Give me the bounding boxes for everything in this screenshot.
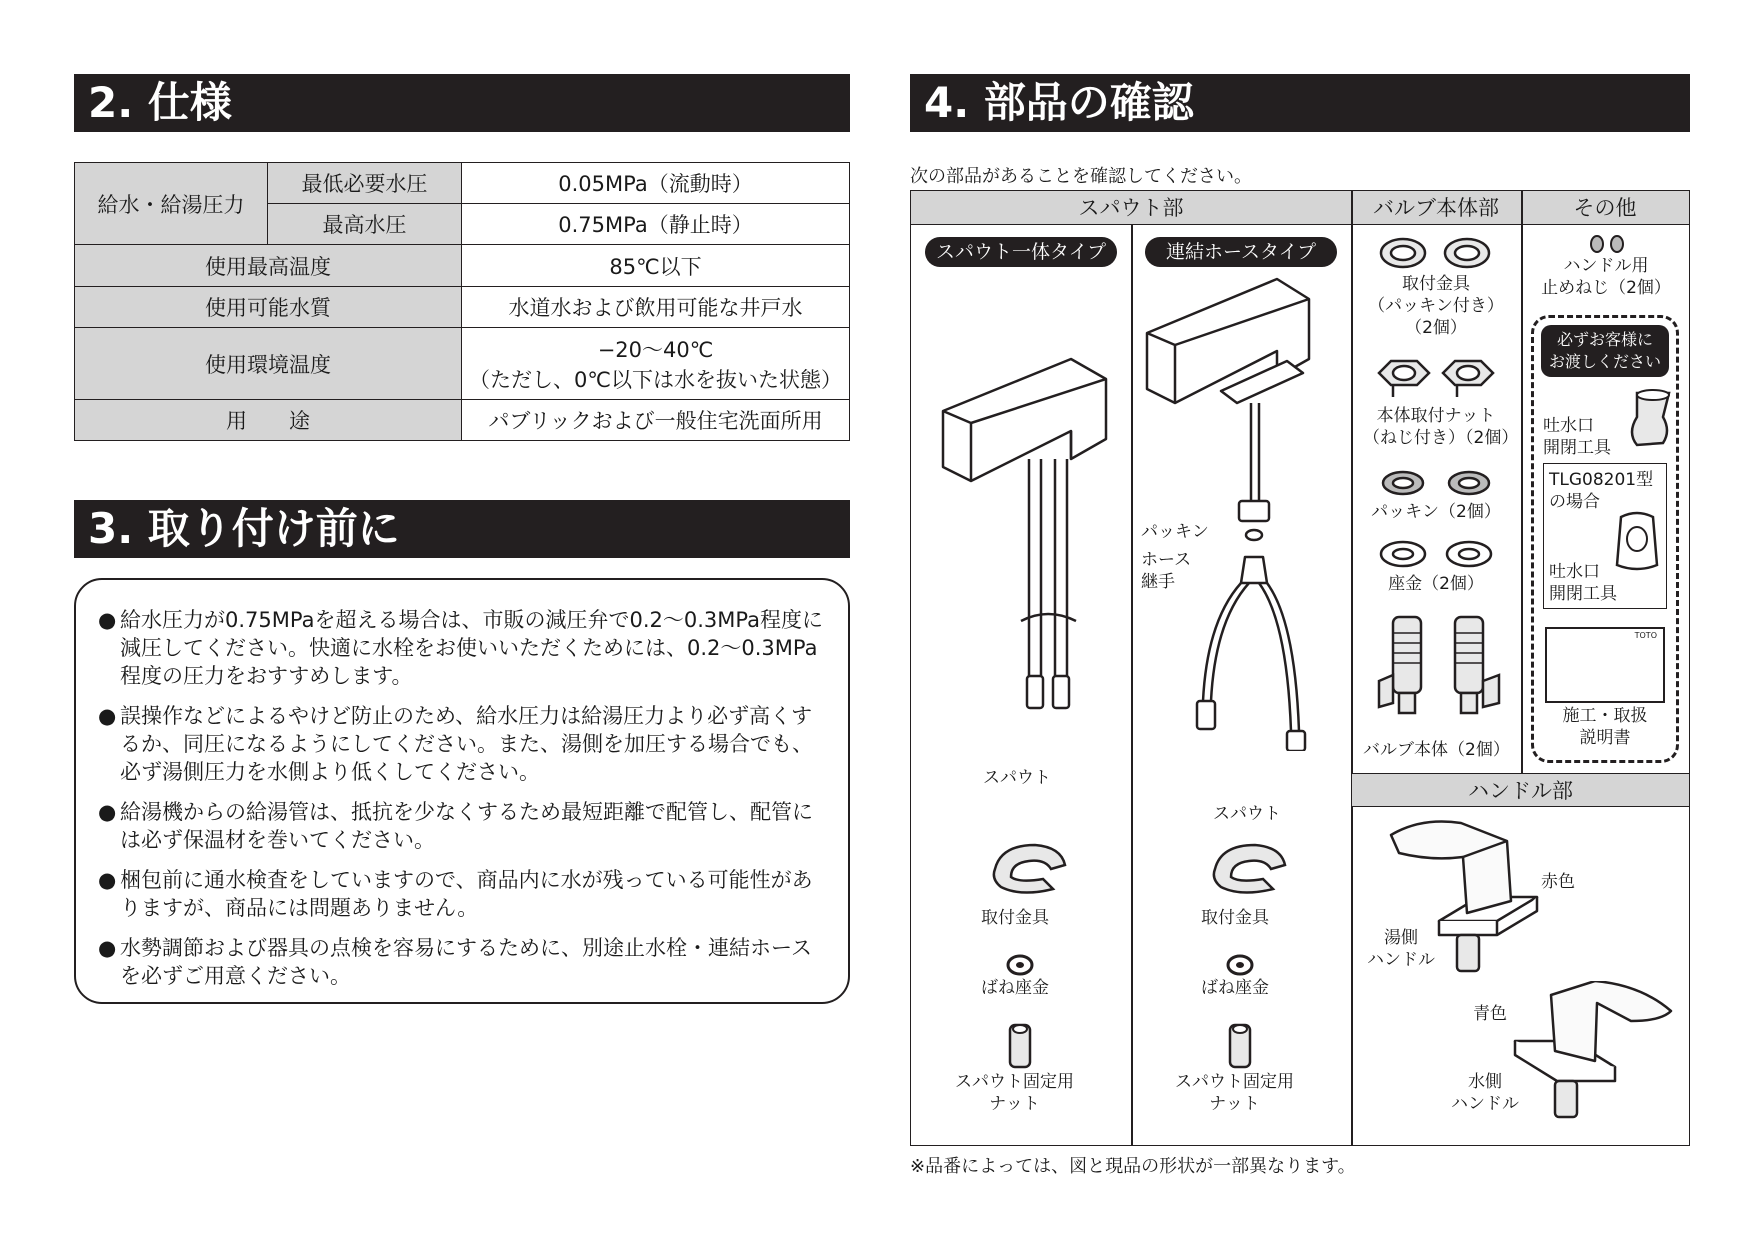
spout-nut-label <box>955 1071 1074 1115</box>
blue-label: 青色 <box>1473 1004 1507 1024</box>
tlg-outlet-tool-label <box>1549 561 1617 605</box>
valve-mount-label-2: （パッキン付き） <box>1368 296 1504 316</box>
hot-handle-label-1: 湯側 <box>1384 928 1418 948</box>
cold-handle-label <box>1451 1071 1519 1115</box>
note-text: 給湯機からの給湯管は、抵抗を少なくするため最短距離で配管し、配管には必ず保温材を巻いてください。 <box>120 800 813 852</box>
valve-mount-label-1: 取付金具 <box>1402 274 1470 294</box>
hose-joint-label-2: 継手 <box>1141 572 1175 592</box>
min-pressure-label: 最低必要水圧 <box>268 163 462 204</box>
spout-nut-label-2: ナット <box>989 1094 1040 1114</box>
manual-brand: TOTO <box>1634 631 1657 640</box>
cold-handle-illustration <box>1511 981 1681 1131</box>
note-item <box>98 702 828 786</box>
mount-bracket-icon <box>981 839 1071 899</box>
customer-note-1: 必ずお客様に <box>1556 330 1653 349</box>
customer-note-2: お渡しください <box>1548 352 1661 371</box>
spout-label: スパウト <box>1213 804 1281 824</box>
hose-type-pill: 連結ホースタイプ <box>1145 237 1337 267</box>
packing-icon <box>1377 469 1497 497</box>
note-text: 誤操作などによるやけど防止のため、給水圧力は給湯圧力より必ず高くするか、同圧になるようにしてください。また、湯側を加圧する場合でも、必ず湯側圧力を水側より低くしてください。 <box>120 704 813 784</box>
divider <box>1351 191 1353 1145</box>
hot-handle-label <box>1367 927 1435 971</box>
note-item <box>98 934 828 990</box>
bullet: ● <box>98 704 117 728</box>
handle-screw-icon <box>1587 233 1627 255</box>
tlg-label-2: の場合 <box>1549 492 1600 512</box>
mount-bracket-label: 取付金具 <box>981 908 1049 928</box>
customer-note <box>1541 325 1669 377</box>
spout-header: スパウト部 <box>911 191 1351 225</box>
spout-label: スパウト <box>983 768 1051 788</box>
handle-header: ハンドル部 <box>1352 773 1689 807</box>
hot-handle-label-2: ハンドル <box>1367 950 1435 970</box>
handle-screw-label-1: ハンドル用 <box>1563 256 1649 276</box>
bullet: ● <box>98 800 117 824</box>
valve-mount-icon <box>1377 235 1497 271</box>
note-item <box>98 866 828 922</box>
outlet-tool-label-1: 吐水口 <box>1543 416 1594 436</box>
max-temp-label: 使用最高温度 <box>75 245 462 287</box>
parts-intro: 次の部品があることを確認してください。 <box>910 166 1252 187</box>
usage-label: 用 途 <box>75 400 462 441</box>
spec-table <box>74 162 850 441</box>
spout-integrated-illustration <box>931 331 1121 771</box>
washer-icon <box>1377 539 1497 569</box>
bullet: ● <box>98 608 117 632</box>
manual-label <box>1545 705 1665 749</box>
manual-label-2: 説明書 <box>1579 728 1631 748</box>
spout-nut-label-2: ナット <box>1209 1094 1260 1114</box>
note-item <box>98 606 828 690</box>
outlet-tool-icon <box>1623 387 1677 451</box>
parts-heading: 4. 部品の確認 <box>910 74 1690 132</box>
before-install-notes <box>74 578 850 1004</box>
env-temp-label: 使用環境温度 <box>75 328 462 400</box>
body-nut-label-1: 本体取付ナット <box>1376 406 1496 426</box>
hose-joint-label <box>1141 549 1191 593</box>
spout-nut-label <box>1175 1071 1294 1115</box>
packing-2-label: パッキン（2個） <box>1371 502 1501 522</box>
manual-label-1: 施工・取扱 <box>1562 706 1648 726</box>
cold-handle-label-2: ハンドル <box>1451 1094 1519 1114</box>
valve-body-2-label: バルブ本体（2個） <box>1363 740 1510 760</box>
spring-washer-icon <box>1225 953 1255 977</box>
spout-nut-icon <box>1007 1021 1033 1071</box>
packing-pointer-label: パッキン <box>1141 522 1209 542</box>
divider <box>1521 191 1523 773</box>
note-text: 水勢調節および器具の点検を容易にするために、別途止水栓・連結ホースを必ずご用意ください。 <box>120 936 812 988</box>
mount-bracket-icon <box>1201 839 1291 899</box>
spout-nut-label-1: スパウト固定用 <box>1175 1072 1294 1092</box>
env-temp-note: （ただし、0℃以下は水を抜いた状態） <box>469 367 842 392</box>
valve-header: バルブ本体部 <box>1351 191 1521 225</box>
hose-type-illustration <box>1137 261 1347 751</box>
tlg-label-1: TLG08201型 <box>1549 470 1654 490</box>
valve-mount-label-3: （2個） <box>1405 318 1467 338</box>
water-quality-value: 水道水および飲用可能な井戸水 <box>462 287 850 328</box>
body-nut-icon <box>1373 351 1503 401</box>
handle-screw-label-2: 止めねじ（2個） <box>1541 278 1671 298</box>
outlet-tool-label-2: 開閉工具 <box>1543 438 1611 458</box>
manual-icon <box>1545 627 1665 703</box>
parts-grid <box>910 190 1690 1146</box>
handle-screw-label <box>1531 255 1681 299</box>
spring-washer-label: ばね座金 <box>1201 978 1269 998</box>
tlg-outlet-tool-label-1: 吐水口 <box>1549 562 1600 582</box>
note-text: 梱包前に通水検査をしていますので、商品内に水が残っている可能性がありますが、商品には問題ありません。 <box>120 868 813 920</box>
spout-nut-label-1: スパウト固定用 <box>955 1072 1074 1092</box>
max-pressure-label: 最高水圧 <box>268 204 462 245</box>
tlg-outlet-tool-label-2: 開閉工具 <box>1549 584 1617 604</box>
tlg-label <box>1549 469 1653 513</box>
divider <box>1131 225 1133 1145</box>
spout-nut-icon <box>1227 1021 1253 1071</box>
env-temp-value <box>462 328 850 400</box>
note-item <box>98 798 828 854</box>
other-header: その他 <box>1521 191 1689 225</box>
spec-heading: 2. 仕様 <box>74 74 850 132</box>
usage-value: パブリックおよび一般住宅洗面所用 <box>462 400 850 441</box>
env-temp-range: −20〜40℃ <box>597 337 714 362</box>
max-pressure-value: 0.75MPa（静止時） <box>462 204 850 245</box>
valve-body-icon <box>1371 611 1511 723</box>
body-nut-label <box>1363 405 1519 449</box>
min-pressure-value: 0.05MPa（流動時） <box>462 163 850 204</box>
washer-2-label: 座金（2個） <box>1388 574 1484 594</box>
red-label: 赤色 <box>1541 872 1575 892</box>
before-install-heading: 3. 取り付け前に <box>74 500 850 558</box>
body-nut-label-2: （ねじ付き）（2個） <box>1363 428 1519 448</box>
valve-mount-label <box>1363 273 1509 339</box>
bullet: ● <box>98 936 117 960</box>
tlg-tool-icon <box>1611 509 1663 575</box>
spout-integrated-pill: スパウト一体タイプ <box>925 237 1117 267</box>
outlet-tool-label <box>1543 415 1611 459</box>
mount-bracket-label: 取付金具 <box>1201 908 1269 928</box>
spring-washer-label: ばね座金 <box>981 978 1049 998</box>
hose-joint-label-1: ホース <box>1141 550 1192 570</box>
water-quality-label: 使用可能水質 <box>75 287 462 328</box>
cold-handle-label-1: 水側 <box>1468 1072 1502 1092</box>
parts-footnote: ※品番によっては、図と現品の形状が一部異なります。 <box>910 1156 1356 1177</box>
max-temp-value: 85℃以下 <box>462 245 850 287</box>
spring-washer-icon <box>1005 953 1035 977</box>
note-text: 給水圧力が0.75MPaを超える場合は、市販の減圧弁で0.2〜0.3MPa程度に減圧してください。快適に水栓をお使いいただくためには、0.2〜0.3MPa程度の圧力をおすすめします。 <box>120 608 823 688</box>
pressure-group-label: 給水・給湯圧力 <box>75 163 268 245</box>
bullet: ● <box>98 868 117 892</box>
